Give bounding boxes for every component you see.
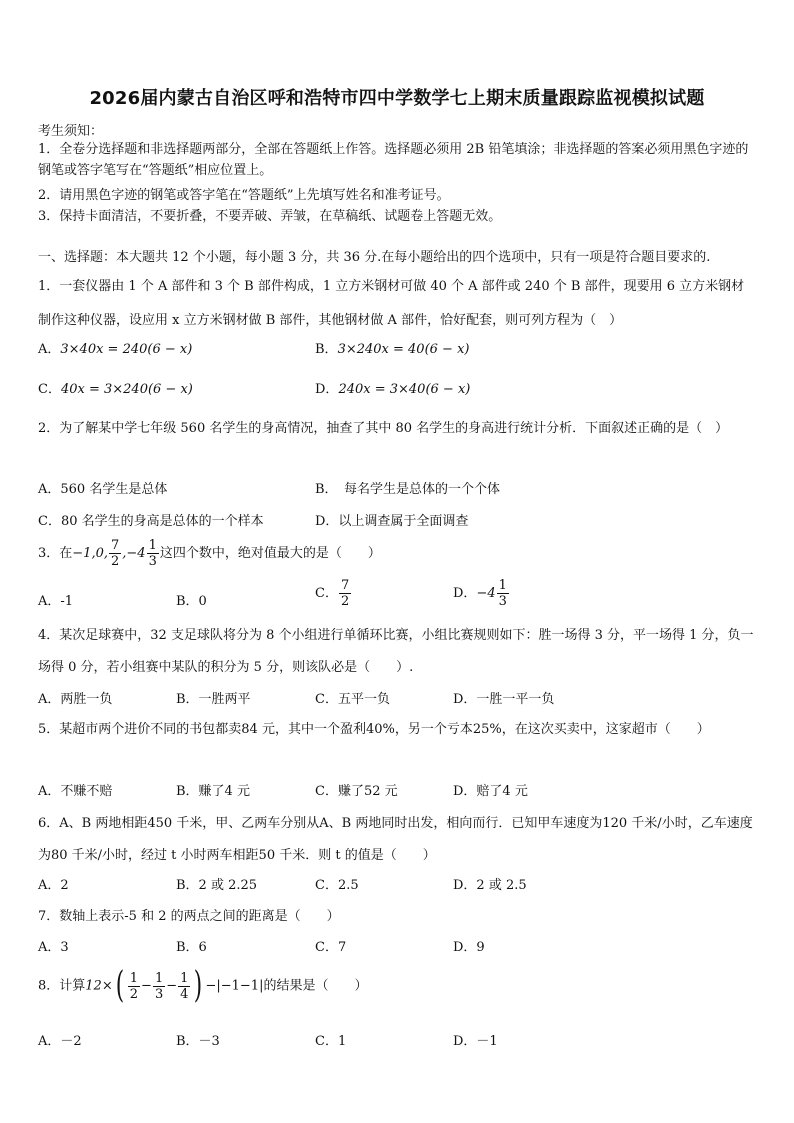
q3-fraction-7-2: $\frac{7}{2}$ bbox=[110, 538, 120, 569]
question-5: 5．某超市两个进价不同的书包都卖84 元，其中一个盈利40%，另一个亏本25%，在这次买卖中，这家超市（ ） bbox=[38, 722, 710, 737]
q1-option-d-expr: 240x = 3×40(6 − x) bbox=[338, 382, 471, 397]
question-7: 7．数轴上表示-5 和 2 的两点之间的距离是（ ） bbox=[38, 909, 340, 924]
q7-option-b: B．6 bbox=[176, 940, 207, 955]
notice-heading: 考生须知： bbox=[38, 124, 104, 139]
q7-option-d: D．9 bbox=[453, 940, 485, 955]
q5-option-b: B．赚了4 元 bbox=[176, 784, 250, 799]
question-8: 8．计算12×( $\frac{1}{2}$ − $\frac{1}{3}$ − $\frac{1}{4}$ ) −|−1−1|的结果是（ ） bbox=[38, 965, 368, 1006]
q1-option-c-expr: 40x = 3×240(6 − x) bbox=[60, 382, 193, 397]
question-6: 6．A、B 两地相距450 千米，甲、乙两车分别从A、B 两地同时出发，相向而行．已知甲车速度为120 千米/小时，乙车速度为80 千米/小时，经过 t 小时两车相距50 千米．则 t 的值是（ ） bbox=[38, 816, 753, 863]
q3-option-a: A．-1 bbox=[38, 594, 74, 609]
q8-option-a: A．－2 bbox=[38, 1034, 82, 1049]
q6-option-a: A．2 bbox=[38, 878, 69, 893]
q3-option-c: C． $\frac{7}{2}$ bbox=[315, 578, 350, 609]
question-3: 3．在−1,0, $\frac{7}{2}$ ,−4 $\frac{1}{3}$ 这四个数中，绝对值最大的是（ ） bbox=[38, 538, 381, 569]
q1-option-a: A．3×40x = 240(6 − x) bbox=[38, 342, 193, 357]
q7-option-a: A．3 bbox=[38, 940, 69, 955]
q4-option-d: D．一胜一平一负 bbox=[453, 692, 555, 707]
q5-option-c: C．赚了52 元 bbox=[315, 784, 398, 799]
q8-option-b: B．－3 bbox=[176, 1034, 220, 1049]
q1-option-b: B．3×240x = 40(6 − x) bbox=[315, 342, 470, 357]
q6-option-d: D．2 或 2.5 bbox=[453, 878, 527, 893]
q1-option-a-expr: 3×40x = 240(6 − x) bbox=[60, 342, 193, 357]
q3-fraction-1-3: $\frac{1}{3}$ bbox=[148, 538, 157, 569]
right-paren: ) bbox=[194, 965, 203, 1006]
q6-option-b: B．2 或 2.25 bbox=[176, 878, 258, 893]
q5-option-d: D．赔了4 元 bbox=[453, 784, 528, 799]
notice-item-1: 1．全卷分选择题和非选择题两部分，全部在答题纸上作答。选择题必须用 2B 铅笔填涂；非选择题的答案必须用黑色字迹的钢笔或答字笔写在“答题纸”相应位置上。 bbox=[38, 142, 749, 178]
notice-item-3: 3．保持卡面清洁，不要折叠，不要弄破、弄皱，在草稿纸、试题卷上答题无效。 bbox=[38, 209, 502, 224]
q4-option-b: B．一胜两平 bbox=[176, 692, 251, 707]
q5-option-a: A．不赚不赔 bbox=[38, 784, 113, 799]
section-heading: 一、选择题：本大题共 12 个小题，每小题 3 分，共 36 分.在每小题给出的四个选项中，只有一项是符合题目要求的. bbox=[38, 250, 711, 265]
q2-option-c: C．80 名学生的身高是总体的一个样本 bbox=[38, 514, 264, 529]
q8-option-c: C．1 bbox=[315, 1034, 347, 1049]
q1-option-b-expr: 3×240x = 40(6 − x) bbox=[337, 342, 470, 357]
q3-option-d: D．−4 $\frac{1}{3}$ bbox=[453, 578, 507, 609]
q3-option-b: B．0 bbox=[176, 594, 207, 609]
q8-option-d: D．－1 bbox=[453, 1034, 498, 1049]
question-1: 1．一套仪器由 1 个 A 部件和 3 个 B 部件构成，1 立方米钢材可做 40 个 A 部件或 240 个 B 部件，现要用 6 立方米钢材制作这种仪器，设应用 x 立方米钢材做 B 部件，其他钢材做 A 部件，恰好配套，则可列方程为（ ） bbox=[38, 279, 745, 328]
question-4: 4．某次足球赛中，32 支足球队将分为 8 个小组进行单循环比赛，小组比赛规则如下：胜一场得 3 分，平一场得 1 分，负一场得 0 分，若小组赛中某队的积分为 5 分，则该队必是（ ）. bbox=[38, 628, 754, 675]
page-title: 2026届内蒙古自治区呼和浩特市四中学数学七上期末质量跟踪监视模拟试题 bbox=[89, 88, 705, 109]
q7-option-c: C．7 bbox=[315, 940, 347, 955]
left-paren: ( bbox=[115, 965, 124, 1006]
notice-item-2: 2．请用黑色字迹的钢笔或答字笔在“答题纸”上先填写姓名和准考证号。 bbox=[38, 188, 450, 203]
q4-option-a: A．两胜一负 bbox=[38, 692, 113, 707]
q4-option-c: C．五平一负 bbox=[315, 692, 390, 707]
q2-option-d: D．以上调查属于全面调查 bbox=[315, 514, 469, 529]
q2-option-a: A．560 名学生是总体 bbox=[38, 482, 168, 497]
question-2: 2．为了解某中学七年级 560 名学生的身高情况，抽查了其中 80 名学生的身高进行统计分析．下面叙述正确的是（ ） bbox=[38, 421, 729, 436]
q2-option-b: B． 每名学生是总体的一个个体 bbox=[315, 482, 501, 497]
q6-option-c: C．2.5 bbox=[315, 878, 359, 893]
q1-option-c: C．40x = 3×240(6 − x) bbox=[38, 382, 193, 397]
q1-option-d: D．240x = 3×40(6 − x) bbox=[315, 382, 471, 397]
